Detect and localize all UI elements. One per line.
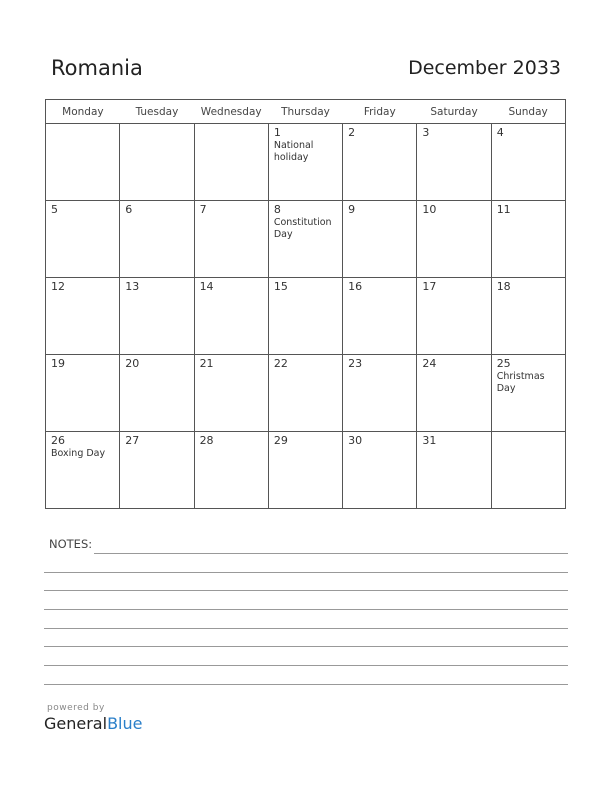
notes-line	[44, 684, 568, 685]
notes-line	[44, 665, 568, 666]
weekday-sunday: Sunday	[491, 100, 565, 124]
day-cell	[491, 278, 565, 355]
day-number: 23	[348, 357, 363, 370]
day-number: 29	[273, 434, 288, 447]
day-cell	[120, 432, 194, 509]
day-cell	[417, 432, 491, 509]
day-number: 7	[199, 203, 207, 216]
day-number: 31	[422, 434, 437, 447]
day-cell	[194, 278, 268, 355]
weekday-monday: Monday	[46, 100, 120, 124]
weekday-wednesday: Wednesday	[194, 100, 268, 124]
day-cell	[491, 355, 565, 432]
day-number: 14	[199, 280, 214, 293]
day-cell	[194, 432, 268, 509]
day-cell	[491, 432, 565, 509]
week-row	[46, 355, 566, 432]
brand-general: General	[44, 714, 108, 733]
day-cell	[417, 201, 491, 278]
day-number: 28	[199, 434, 214, 447]
day-number: 12	[51, 280, 65, 293]
brand-blue: Blue	[107, 714, 143, 733]
weekday-tuesday: Tuesday	[120, 100, 194, 124]
day-cell	[194, 124, 268, 201]
calendar-grid	[45, 99, 566, 509]
day-number: 9	[348, 203, 356, 216]
day-cell	[46, 432, 120, 509]
day-number: 22	[273, 357, 288, 370]
day-number: 4	[496, 126, 504, 139]
day-number: 11	[496, 203, 511, 216]
notes-line	[44, 628, 568, 629]
day-number: 18	[496, 280, 511, 293]
day-number: 26	[51, 434, 65, 447]
weekday-header-row	[46, 100, 566, 124]
day-cell	[194, 201, 268, 278]
holiday-label: Christmas Day	[496, 371, 545, 394]
country-title: Romania	[51, 56, 143, 80]
day-cell	[46, 355, 120, 432]
notes-line	[44, 646, 568, 647]
day-number: 24	[422, 357, 437, 370]
weekday-thursday: Thursday	[268, 100, 342, 124]
day-cell	[491, 124, 565, 201]
day-cell	[120, 124, 194, 201]
brand-logo	[44, 703, 142, 733]
day-cell	[491, 201, 565, 278]
day-cell	[46, 201, 120, 278]
weekday-friday: Friday	[343, 100, 417, 124]
notes-line	[44, 609, 568, 610]
day-cell	[268, 432, 342, 509]
notes-line	[44, 590, 568, 591]
day-cell	[343, 278, 417, 355]
day-cell	[120, 201, 194, 278]
notes-line	[94, 553, 568, 554]
notes-label: NOTES:	[49, 537, 93, 551]
day-cell	[268, 124, 342, 201]
month-title: December 2033	[408, 57, 561, 79]
day-number: 21	[199, 357, 214, 370]
day-number: 17	[422, 280, 437, 293]
day-cell	[268, 355, 342, 432]
day-cell	[46, 124, 120, 201]
week-row	[46, 278, 566, 355]
day-cell	[343, 201, 417, 278]
day-cell	[343, 432, 417, 509]
day-cell	[417, 124, 491, 201]
day-cell	[268, 201, 342, 278]
day-number: 5	[51, 203, 58, 216]
holiday-label: Constitution Day	[273, 217, 332, 240]
powered-by-text: powered by	[47, 703, 105, 713]
day-number: 10	[422, 203, 437, 216]
day-cell	[343, 124, 417, 201]
day-number: 15	[273, 280, 288, 293]
day-cell	[46, 278, 120, 355]
brand-name	[44, 714, 142, 733]
day-cell	[268, 278, 342, 355]
day-number: 27	[125, 434, 140, 447]
day-number: 1	[273, 126, 281, 139]
holiday-label: National holiday	[273, 140, 314, 163]
day-number: 2	[348, 126, 356, 139]
day-cell	[343, 355, 417, 432]
day-cell	[194, 355, 268, 432]
notes-line	[44, 572, 568, 573]
day-number: 3	[422, 126, 430, 139]
day-number: 6	[125, 203, 133, 216]
day-number: 16	[348, 280, 363, 293]
day-number: 19	[51, 357, 65, 370]
day-cell	[417, 355, 491, 432]
holiday-label: Boxing Day	[51, 448, 106, 459]
day-number: 8	[273, 203, 281, 216]
week-row	[46, 201, 566, 278]
day-number: 30	[348, 434, 363, 447]
weekday-saturday: Saturday	[417, 100, 491, 124]
day-cell	[120, 278, 194, 355]
day-cell	[120, 355, 194, 432]
day-number: 20	[125, 357, 140, 370]
week-row	[46, 432, 566, 509]
day-cell	[417, 278, 491, 355]
day-number: 13	[125, 280, 140, 293]
week-row	[46, 124, 566, 201]
day-number: 25	[496, 357, 511, 370]
